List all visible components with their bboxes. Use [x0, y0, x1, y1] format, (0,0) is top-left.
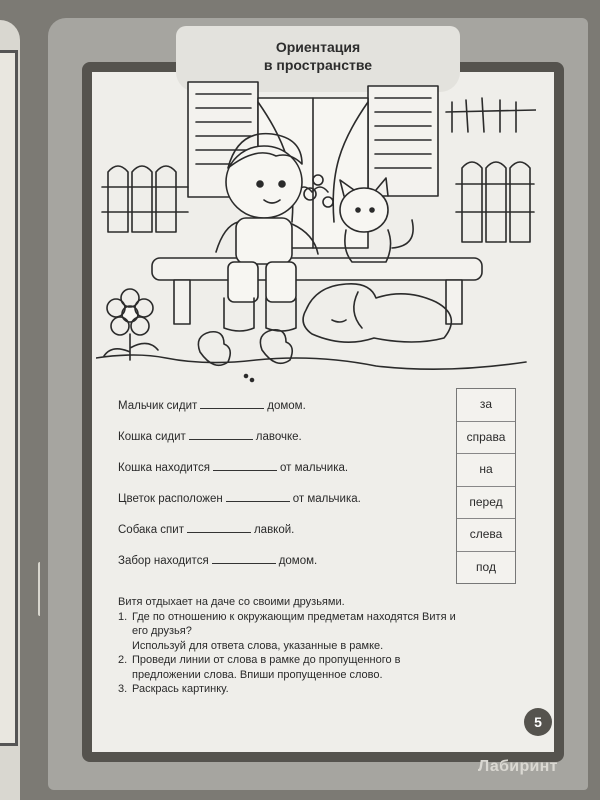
sentence-row: [118, 491, 448, 522]
watermark: Лабиринт: [478, 758, 558, 775]
left-page-frame: [0, 50, 18, 746]
step-number: 1.: [118, 610, 128, 623]
sentence-after: домом.: [278, 555, 318, 567]
step-number: 2.: [118, 654, 128, 666]
flower-icon: [104, 289, 158, 360]
sentence-after: домом.: [267, 400, 306, 412]
sentence-before: Забор находится: [118, 555, 209, 567]
chick-icon: [198, 330, 292, 382]
sentence-before: Мальчик сидит: [118, 400, 198, 412]
step-note: Используй для ответа слова, указанные в рамке.: [132, 639, 384, 652]
coloring-illustration: [96, 72, 536, 390]
sentence-row: [118, 398, 448, 429]
staple: [38, 562, 46, 616]
page-number: 5: [524, 708, 552, 736]
sentence-before: Цветок расположен: [118, 493, 223, 505]
sentence-before: Кошка сидит: [118, 431, 186, 443]
answer-blank[interactable]: [212, 553, 276, 564]
instruction-steps: [118, 610, 458, 697]
sentence-before: Кошка находится: [118, 462, 210, 474]
bench-icon: [152, 258, 482, 324]
window-icon: [188, 82, 438, 248]
instruction-step: [118, 682, 458, 697]
instruction-step: [118, 610, 458, 654]
sentence-after: лавочке.: [255, 431, 302, 443]
answer-blank[interactable]: [213, 460, 277, 471]
word-box: [456, 388, 516, 584]
word-option[interactable]: перед: [457, 487, 515, 520]
answer-blank[interactable]: [189, 429, 253, 440]
dog-icon: [303, 284, 451, 342]
word-option[interactable]: на: [457, 454, 515, 487]
answer-blank[interactable]: [200, 398, 264, 409]
step-text: Где по отношению к окружающим предметам находятся Витя и его друзья?: [132, 610, 456, 637]
sentence-after: от мальчика.: [279, 462, 349, 474]
step-text: Проведи линии от слова в рамке до пропущенного в предложении слова. Впиши пропущенное слово.: [132, 654, 401, 681]
instructions-intro: Витя отдыхает на даче со своими друзьями.: [118, 596, 345, 608]
answer-blank[interactable]: [226, 491, 290, 502]
sentence-row: [118, 429, 448, 460]
answer-blank[interactable]: [187, 522, 251, 533]
word-option[interactable]: слева: [457, 519, 515, 552]
instruction-step: [118, 653, 458, 682]
step-number: 3.: [118, 683, 128, 695]
title-line-1: Ориентация: [275, 39, 361, 55]
sentence-row: [118, 460, 448, 491]
word-option[interactable]: под: [476, 559, 496, 574]
sentence-after: от мальчика.: [292, 493, 361, 505]
sentence-row: [118, 553, 448, 584]
step-text: Раскрась картинку.: [132, 683, 229, 695]
sentence-row: [118, 522, 448, 553]
word-option[interactable]: справа: [457, 422, 515, 455]
word-option[interactable]: за: [457, 389, 515, 422]
instructions: [118, 595, 458, 697]
sentence-list: [118, 398, 448, 584]
sentence-after: лавкой.: [253, 524, 295, 536]
sentence-before: Собака спит: [118, 524, 184, 536]
title-line-2: в пространстве: [263, 57, 373, 73]
